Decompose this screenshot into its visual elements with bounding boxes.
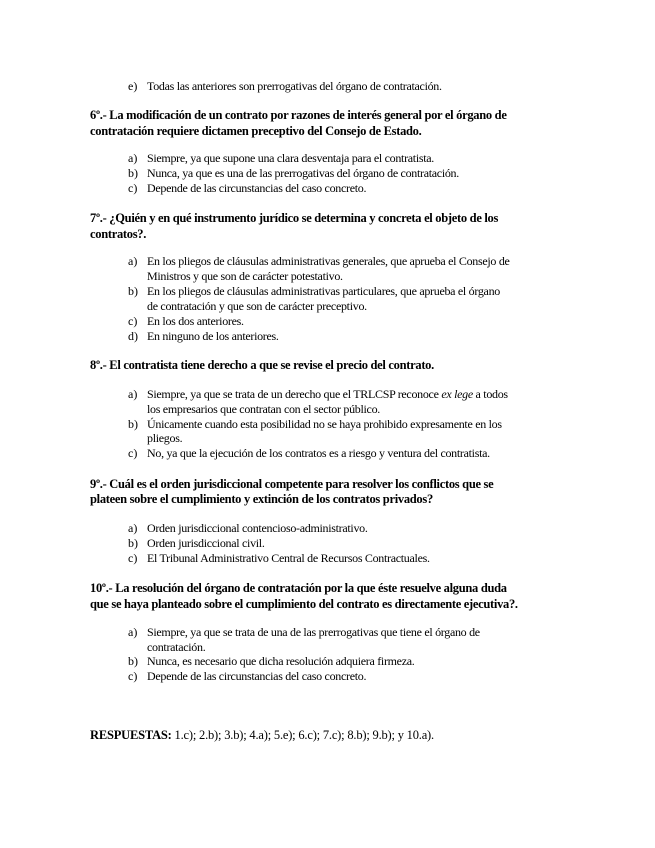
option-label: c)	[128, 314, 138, 328]
option-text: En ninguno de los anteriores.	[147, 329, 279, 343]
option-label: b)	[128, 166, 138, 180]
question-text: plateen sobre el cumplimiento y extinción de los contratos privados?	[90, 492, 433, 506]
option-label: e)	[128, 79, 138, 93]
option-text: Nunca, ya que es una de las prerrogativas del órgano de contratación.	[147, 166, 459, 180]
option-text: No, ya que la ejecución de los contratos es a riesgo y ventura del contratista.	[147, 446, 490, 460]
option-text: Siempre, ya que se trata de una de las prerrogativas que tiene el órgano de	[147, 625, 480, 639]
option-label: c)	[128, 446, 138, 460]
question-text: que se haya planteado sobre el cumplimiento del contrato es directamente ejecutiva?.	[90, 597, 518, 611]
option-label: a)	[128, 521, 138, 535]
option-label: c)	[128, 551, 138, 565]
question-text: 8º.- El contratista tiene derecho a que se revise el precio del contrato.	[90, 358, 434, 372]
option-label: a)	[128, 254, 138, 268]
option-text: Ministros y que son de carácter potestativo.	[147, 269, 343, 283]
option-text: Siempre, ya que se trata de un derecho que el TRLCSP reconoce ex lege a todos	[147, 387, 508, 401]
option-text: Únicamente cuando esta posibilidad no se haya prohibido expresamente en los	[147, 417, 502, 431]
option-text: Orden jurisdiccional contencioso-administrativo.	[147, 521, 368, 535]
option-text: pliegos.	[147, 431, 183, 445]
option-label: c)	[128, 181, 138, 195]
option-label: b)	[128, 417, 138, 431]
answers-text: 1.c); 2.b); 3.b); 4.a); 5.e); 6.c); 7.c); 8.b); 9.b); y 10.a).	[171, 728, 434, 742]
option-text: En los dos anteriores.	[147, 314, 244, 328]
option-text: Siempre, ya que supone una clara desventaja para el contratista.	[147, 151, 435, 165]
option-label: a)	[128, 151, 138, 165]
option-text: Todas las anteriores son prerrogativas del órgano de contratación.	[147, 79, 442, 93]
latin-term: ex lege	[441, 387, 473, 401]
question-text: contratación requiere dictamen preceptivo del Consejo de Estado.	[90, 124, 422, 138]
option-text: de contratación y que son de carácter preceptivo.	[147, 299, 367, 313]
answers-label: RESPUESTAS:	[90, 728, 172, 742]
option-label: a)	[128, 625, 138, 639]
option-label: b)	[128, 536, 138, 550]
option-text: En los pliegos de cláusulas administrativas generales, que aprueba el Consejo de	[147, 254, 510, 268]
option-label: c)	[128, 669, 138, 683]
option-text: En los pliegos de cláusulas administrativas particulares, que aprueba el órgano	[147, 284, 500, 298]
option-label: d)	[128, 329, 138, 343]
answers-line	[90, 727, 434, 743]
question-text: contratos?.	[90, 227, 147, 241]
option-label: a)	[128, 387, 138, 401]
option-label: b)	[128, 654, 138, 668]
option-text: Orden jurisdiccional civil.	[147, 536, 265, 550]
option-label: b)	[128, 284, 138, 298]
question-text: 9º.- Cuál es el orden jurisdiccional competente para resolver los conflictos que se	[90, 477, 494, 491]
option-text: El Tribunal Administrativo Central de Recursos Contractuales.	[147, 551, 430, 565]
option-text: Depende de las circunstancias del caso concreto.	[147, 181, 367, 195]
question-text: 6º.- La modificación de un contrato por razones de interés general por el órgano de	[90, 108, 507, 122]
option-text: Depende de las circunstancias del caso concreto.	[147, 669, 367, 683]
question-text: 10º.- La resolución del órgano de contratación por la que éste resuelve alguna duda	[90, 581, 507, 595]
option-text: Nunca, es necesario que dicha resolución adquiera firmeza.	[147, 654, 415, 668]
question-text: 7º.- ¿Quién y en qué instrumento jurídico se determina y concreta el objeto de los	[90, 211, 499, 225]
option-text: los empresarios que contratan con el sector público.	[147, 402, 380, 416]
option-text: contratación.	[147, 640, 206, 654]
